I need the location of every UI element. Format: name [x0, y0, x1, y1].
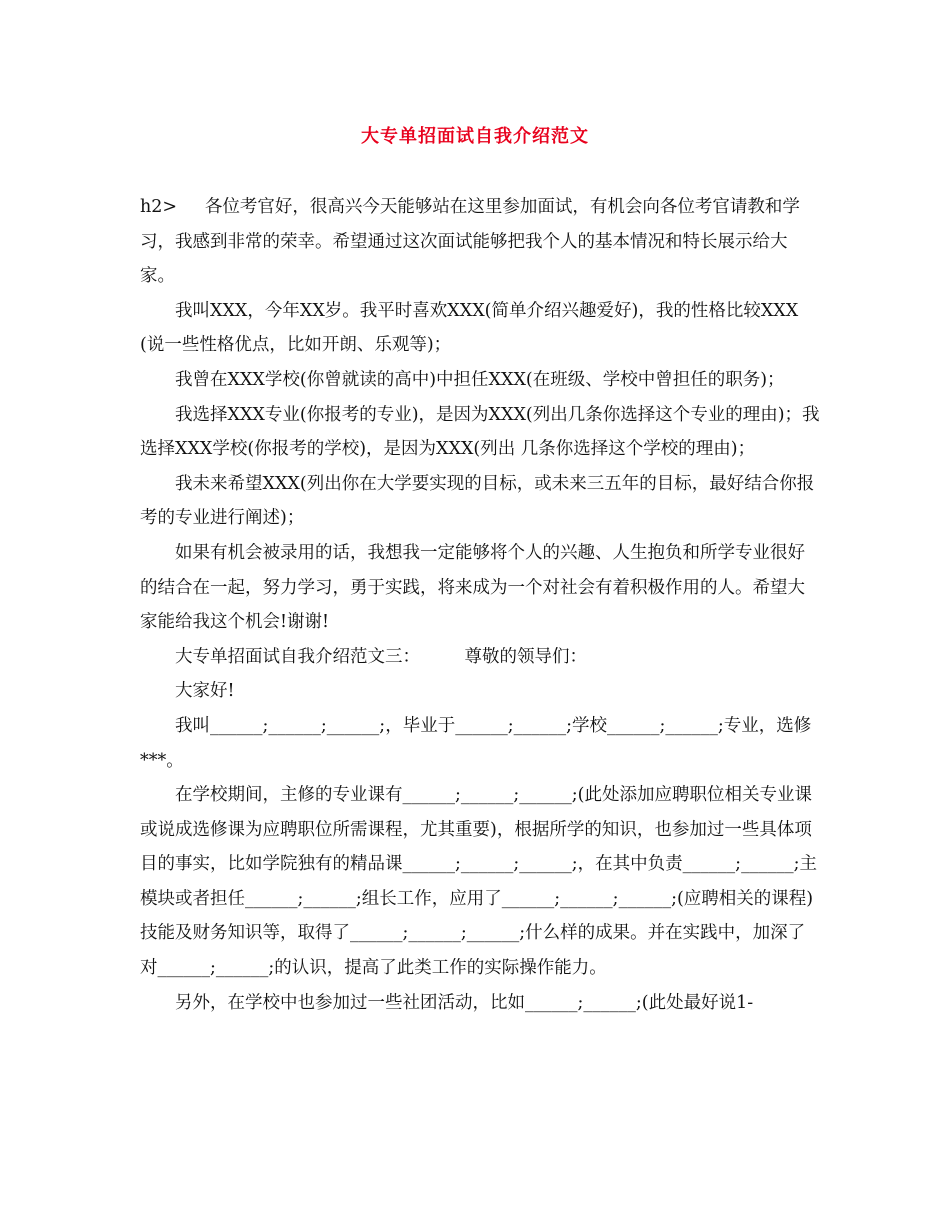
document-body [140, 190, 820, 1020]
paragraph-7: 大专单招面试自我介绍范文三： 尊敬的领导们： [175, 646, 588, 667]
paragraph-1: h2> 各位考官好，很高兴今天能够站在这里参加面试，有机会向各位考官请教和学习，我感到非常的荣幸。希望通过这次面试能够把我个人的基本情况和特长展示给大家。 [140, 197, 800, 287]
paragraph-9: 我叫______;______;______;，毕业于______;______;学校______;______;专业，选修***。 [140, 715, 812, 771]
paragraph-4: 我选择XXX专业(你报考的专业)，是因为XXX(列出几条你选择这个专业的理由)；我选择XXX学校(你报考的学校)，是因为XXX(列出 几条你选择这个学校的理由)； [140, 404, 820, 460]
paragraph-2: 我叫XXX，今年XX岁。我平时喜欢XXX(简单介绍兴趣爱好)，我的性格比较XXX(说一些性格优点，比如开朗、乐观等)； [140, 300, 799, 356]
document-title: 大专单招面试自我介绍范文 [361, 126, 589, 147]
paragraph-3: 我曾在XXX学校(你曾就读的高中)中担任XXX(在班级、学校中曾担任的职务)； [175, 369, 785, 390]
paragraph-11: 另外，在学校中也参加过一些社团活动，比如______;______;(此处最好说1- [175, 992, 754, 1013]
paragraph-6: 如果有机会被录用的话，我想我一定能够将个人的兴趣、人生抱负和所学专业很好的结合在一起，努力学习，勇于实践，将来成为一个对社会有着积极作用的人。希望大家能给我这个机会!谢谢! [140, 542, 805, 633]
paragraph-8: 大家好! [175, 681, 235, 702]
paragraph-5: 我未来希望XXX(列出你在大学要实现的目标，或未来三五年的目标，最好结合你报考的专业进行阐述)； [140, 473, 815, 529]
paragraph-10: 在学校期间，主修的专业课有______;______;______;(此处添加应聘职位相关专业课或说成选修课为应聘职位所需课程，尤其重要)，根据所学的知识，也参加过一些具体项目的事实，比如学院独有的精品课______;______;______;，在其中负责______;______;主模块或者担任______;______;组长工作，应用了______;______;______;(应聘相关的课程)技能及财务知识等，取得了______;______;______;什么样的成果。并在实践中，加深了对______;______;的认识，提高了此类工作的实际操作能力。 [140, 785, 817, 979]
